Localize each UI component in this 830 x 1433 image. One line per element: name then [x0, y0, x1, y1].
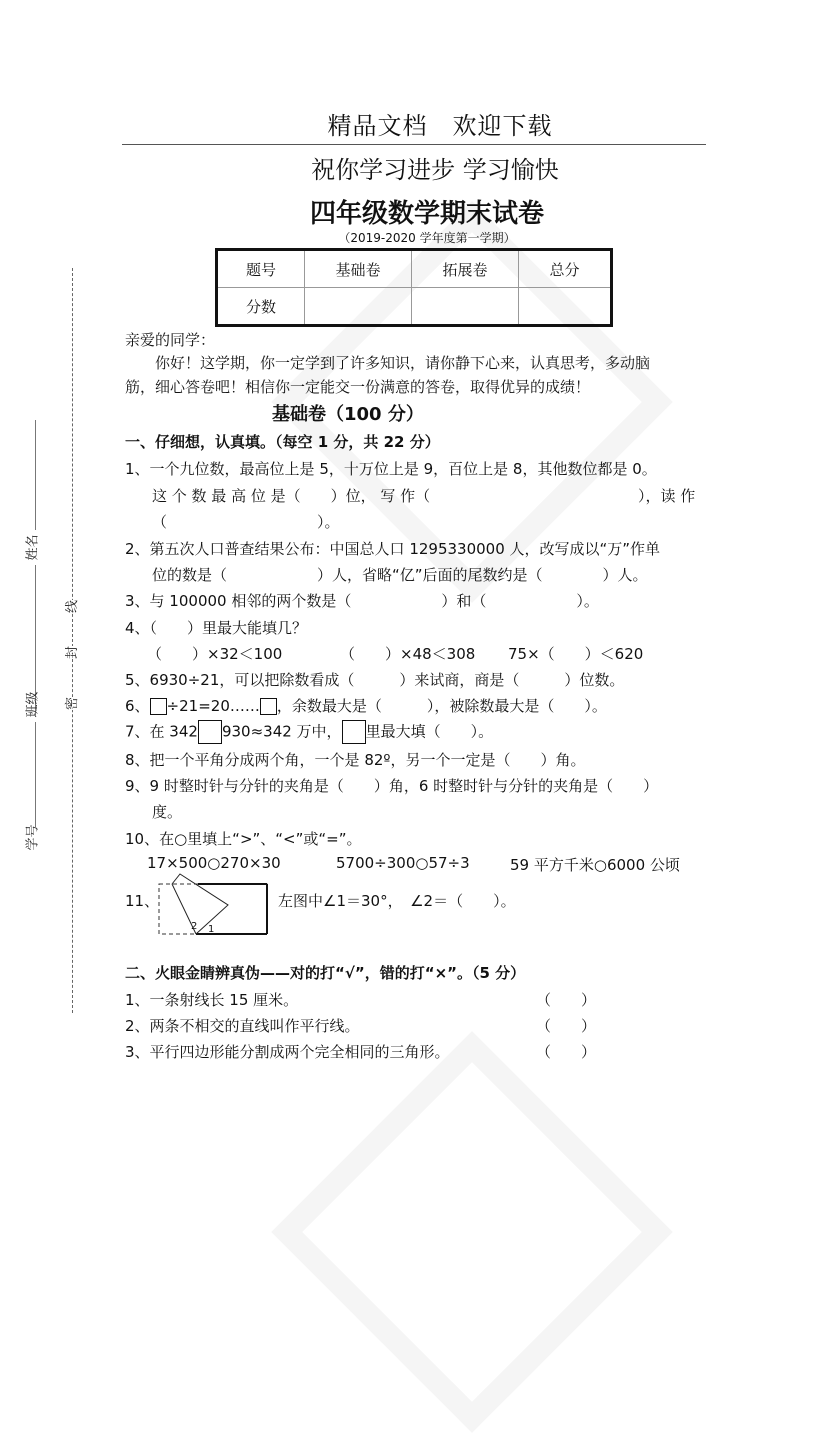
true-false-answer-blank[interactable]: （ ） — [536, 1043, 597, 1061]
question-7 — [125, 720, 493, 744]
question-4-item: 75×（ ）＜620 — [508, 645, 644, 663]
blank-box-icon — [150, 698, 167, 715]
blank-box-icon — [342, 720, 366, 744]
question-5: 5、6930÷21，可以把除数看成（ ）来试商，商是（ ）位数。 — [125, 671, 625, 689]
question-1-blank-line: （ ）。 — [152, 513, 340, 531]
part2-title: 二、火眼金睛辨真伪——对的打“√”，错的打“×”。（5 分） — [125, 964, 526, 982]
score-cell-total[interactable] — [519, 288, 612, 326]
question-11: 左图中∠1＝30°， ∠2＝（ ）。 — [278, 892, 516, 910]
intro-line: 筋，细心答卷吧！相信你一定能交一份满意的答卷，取得优异的成绩！ — [125, 378, 591, 396]
svg-text:1: 1 — [208, 924, 215, 935]
question-7-text: 7、在 342 — [125, 722, 198, 741]
score-row-label: 分数 — [217, 288, 305, 326]
question-6-text: ，余数最大是（ ），被除数最大是（ ）。 — [276, 697, 607, 715]
seal-dashed-line — [72, 268, 73, 1013]
score-table — [215, 248, 613, 327]
question-3: 3、与 100000 相邻的两个数是（ ）和（ ）。 — [125, 592, 599, 610]
name-field-line[interactable] — [35, 420, 36, 530]
question-7-text: 930≈342 万中， — [221, 722, 342, 741]
section-title-basic: 基础卷（100 分） — [272, 404, 424, 425]
true-false-item: 3、平行四边形能分割成两个完全相同的三角形。 — [125, 1043, 450, 1061]
question-7-text: 里最大填（ ）。 — [365, 722, 494, 741]
score-table-row — [217, 288, 612, 326]
folded-rectangle-figure-icon — [158, 873, 273, 935]
intro-line: 你好！这学期，你一定学到了许多知识，请你静下心来，认真思考，多动脑 — [155, 354, 651, 372]
question-9-cont: 度。 — [152, 803, 183, 821]
true-false-item: 2、两条不相交的直线叫作平行线。 — [125, 1017, 360, 1035]
watermark-logo — [271, 1031, 673, 1433]
motto: 祝你学习进步 学习愉快 — [311, 156, 559, 184]
question-number: 6、 — [125, 697, 150, 715]
score-cell-basic[interactable] — [305, 288, 412, 326]
score-header-cell: 题号 — [217, 250, 305, 288]
question-4-item: （ ）×32＜100 — [147, 645, 283, 663]
page-title: 四年级数学期末试卷 — [309, 199, 544, 229]
score-header-cell: 总分 — [519, 250, 612, 288]
question-4-item: （ ）×48＜308 — [340, 645, 476, 663]
true-false-item: 1、一条射线长 15 厘米。 — [125, 991, 299, 1009]
class-label: 班级 — [25, 691, 41, 718]
student-id-label: 学号 — [25, 824, 41, 851]
question-2: 2、第五次人口普查结果公布：中国总人口 1295330000 人，改写成以“万”作单 — [125, 540, 661, 558]
download-banner: 精品文档 欢迎下载 — [327, 112, 553, 140]
seal-mark: 封 — [61, 646, 80, 659]
question-9: 9、9 时整时针与分针的夹角是（ ）角，6 时整时针与分针的夹角是（ ） — [125, 777, 659, 795]
question-10: 10、在○里填上“>”、“<”或“=”。 — [125, 830, 362, 848]
question-1-blank-line: 这 个 数 最 高 位 是（ ）位， 写 作（ — [152, 487, 431, 505]
true-false-answer-blank[interactable]: （ ） — [536, 1017, 597, 1035]
intro-greeting: 亲爱的同学： — [125, 331, 216, 349]
student-id-field-line[interactable] — [35, 722, 36, 827]
score-header-cell: 基础卷 — [305, 250, 412, 288]
seal-mark: 密 — [61, 697, 80, 710]
question-10-item: 59 平方千米○6000 公顷 — [510, 856, 680, 874]
part1-title: 一、仔细想，认真填。（每空 1 分，共 22 分） — [125, 433, 440, 451]
question-6-text: ÷21=20…… — [166, 697, 260, 715]
question-10-item: 5700÷300○57÷3 — [336, 854, 470, 872]
score-cell-extended[interactable] — [412, 288, 519, 326]
blank-box-icon — [198, 720, 222, 744]
header-divider — [122, 144, 706, 145]
question-8: 8、把一个平角分成两个角，一个是 82º，另一个一定是（ ）角。 — [125, 751, 586, 769]
question-11-number: 11、 — [125, 892, 160, 910]
true-false-answer-blank[interactable]: （ ） — [536, 991, 597, 1009]
score-header-cell: 拓展卷 — [412, 250, 519, 288]
score-table-header-row — [217, 250, 612, 288]
question-6 — [125, 695, 607, 716]
question-2-blanks: 位的数是（ ）人，省略“亿”后面的尾数约是（ ）人。 — [152, 566, 648, 584]
page-subtitle: （2019-2020 学年度第一学期） — [338, 231, 516, 245]
question-1-blank-line: ），读 作 — [638, 487, 696, 505]
question-10-item: 17×500○270×30 — [147, 854, 281, 872]
svg-text:2: 2 — [191, 921, 198, 932]
question-1: 1、一个九位数，最高位上是 5，十万位上是 9，百位上是 8，其他数位都是 0。 — [125, 460, 657, 478]
blank-box-icon — [260, 698, 277, 715]
seal-mark: 线 — [61, 600, 80, 613]
name-label: 姓名 — [25, 534, 41, 561]
question-4: 4、（ ）里最大能填几？ — [125, 619, 308, 637]
